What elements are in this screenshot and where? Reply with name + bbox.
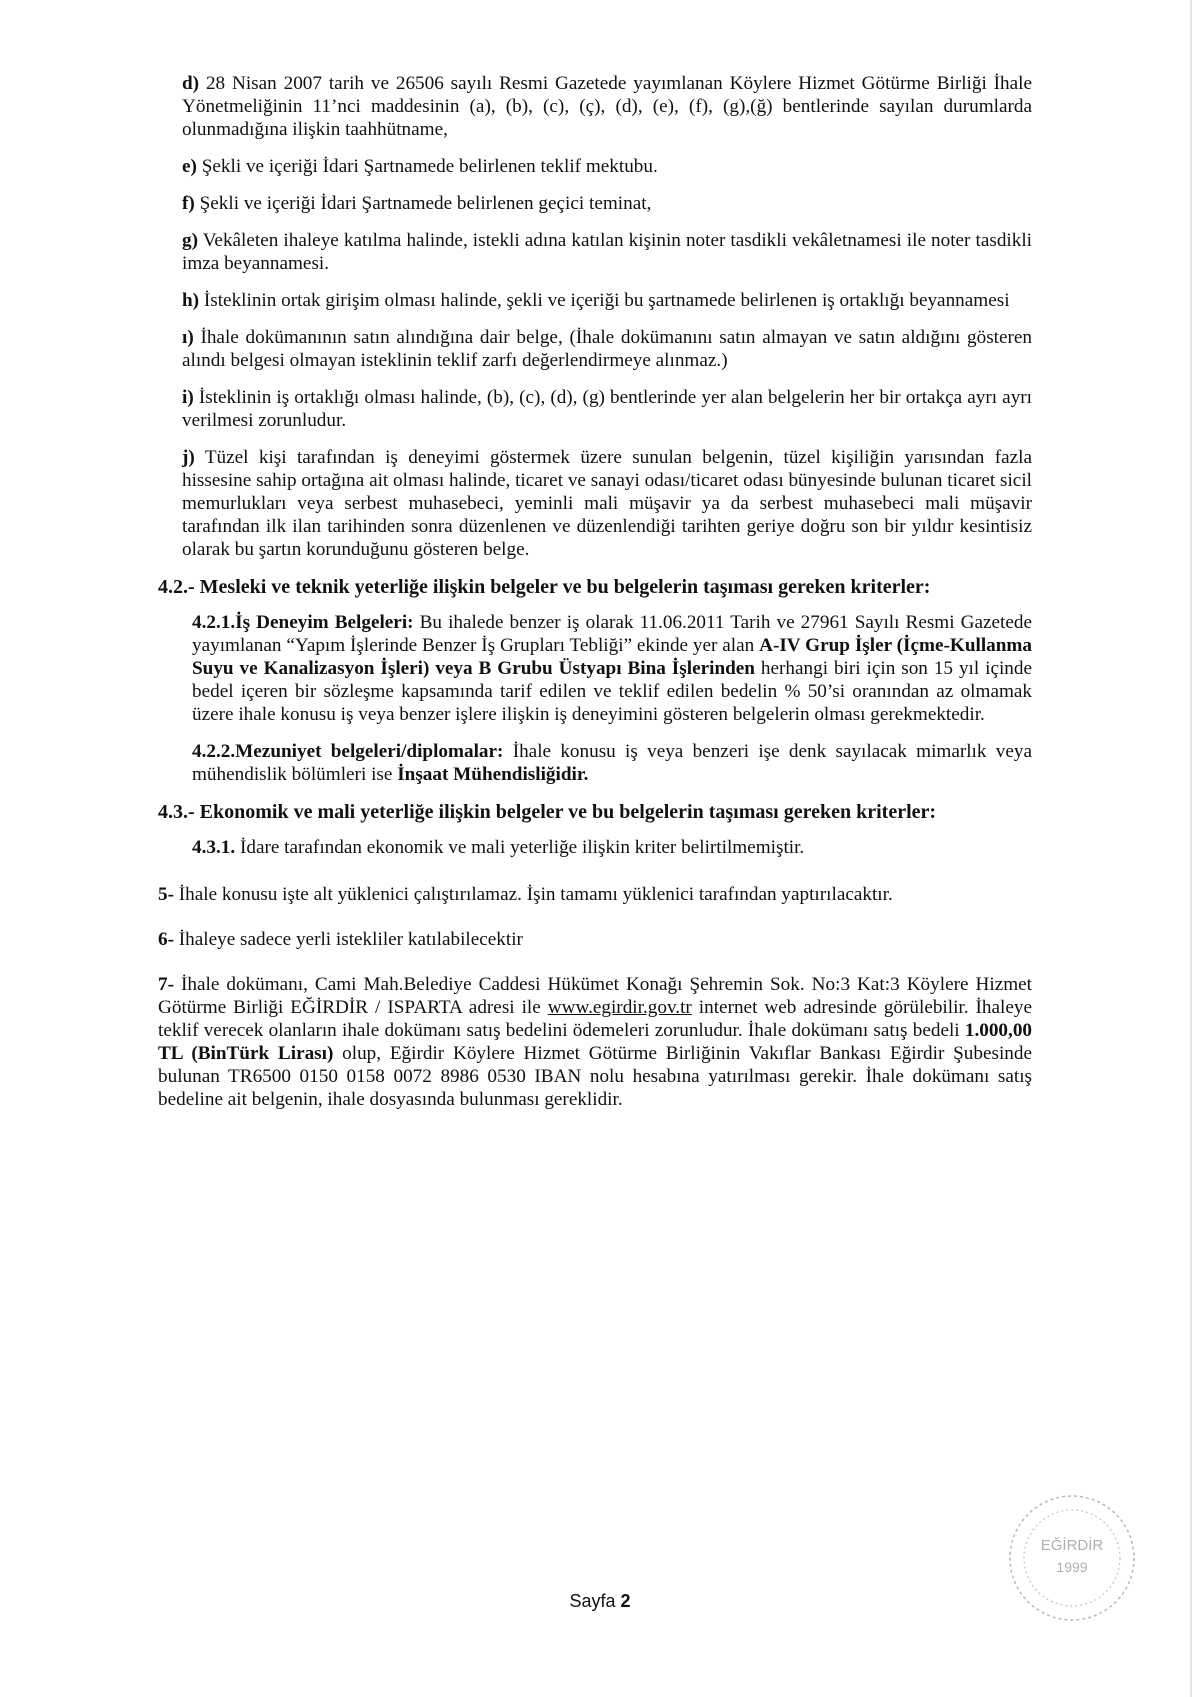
subsection-bold-text: İnşaat Mühendisliğidir. [397, 764, 589, 785]
item-label: e) [182, 156, 197, 177]
stamp-text: EĞİRDİR [1040, 1537, 1104, 1554]
item-text: Şekli ve içeriği İdari Şartnamede belirlenen teklif mektubu. [201, 156, 658, 177]
item-text: Vekâleten ihaleye katılma halinde, istekli adına katılan kişinin noter tasdikli vekâletnamesi ile noter tasdikli imza beyannamesi. [182, 230, 1032, 274]
subsection-label: 4.2.1.İş Deneyim Belgeleri: [192, 612, 414, 633]
item-text: İsteklinin ortak girişim olması halinde, şekli ve içeriği bu şartnamede belirlenen iş ortaklığı beyannamesi [203, 290, 1010, 311]
item-e [182, 155, 1032, 178]
subsection-4-2-2 [192, 740, 1032, 786]
page-number: 2 [620, 1591, 631, 1611]
item-f [182, 192, 1032, 215]
item-h [182, 289, 1032, 312]
item-text: Şekli ve içeriği İdari Şartnamede belirlenen geçici teminat, [199, 193, 652, 214]
section-heading-4-3: 4.3.- Ekonomik ve mali yeterliğe ilişkin belgeler ve bu belgelerin taşıması gereken kriterler: [158, 801, 937, 823]
item-text: Tüzel kişi tarafından iş deneyimi göstermek üzere sunulan belgenin, tüzel kişiliğin yarısından fazla hissesine sahip ortağına ait olması halinde, ticaret ve sanayi odası/ticaret odası bünyesinde bulunan ticaret sicil memurlukları veya serbest muhasebeci, yeminli mali müşavir ya da serbest muhasebeci mali müşavir tarafından ilk ilan tarihinden sonra düzenlenen ve düzenlendiği tarihten geriye doğru son bir yıldır kesintisiz olarak bu şartın korunduğunu gösteren belge. [182, 447, 1032, 560]
item-label: ı) [182, 327, 194, 348]
item-5 [158, 883, 1032, 906]
subsection-text: herhangi biri için son 15 yıl içinde bedel içeren bir sözleşme kapsamında tarif edilen ve teklif edilen bedelin % 50’si oranından az olmamak üzere ihale konusu iş veya benzer işlere ilişkin iş deneyimini gösteren belgelerin olması gerekmektedir. [192, 658, 1033, 725]
item-label: 5- [158, 884, 174, 905]
item-j [182, 446, 1032, 561]
item-label: h) [182, 290, 200, 311]
subsection-text: İdare tarafından ekonomik ve mali yeterliğe ilişkin kriter belirtilmemiştir. [235, 837, 805, 858]
item-g [182, 229, 1032, 275]
item-text: İhale dokümanının satın alındığına dair belge, (İhale dokümanını satın almayan ve satın aldığını gösteren alındı belgesi olmayan isteklinin teklif zarfı değerlendirmeye alınmaz.) [182, 327, 1033, 371]
subsection-bold-text: A-IV Grup İşler (İçme-Kullanma Suyu ve Kanalizasyon İşleri) veya B Grubu Üstyapı Bina İşlerinden [192, 635, 1032, 679]
subsection-label: 4.2.2.Mezuniyet belgeleri/diplomalar: [192, 741, 504, 762]
subsection-4-3-1 [192, 836, 1032, 859]
footer-prefix: Sayfa [569, 1591, 616, 1611]
price-bold-text: 1.000,00 TL (BinTürk Lirası) [158, 1020, 1032, 1064]
subsection-text: Bu ihalede benzer iş olarak 11.06.2011 Tarih ve 27961 Sayılı Resmi Gazetede yayımlanan “Yapım İşlerinde Benzer İş Grupları Tebliği” ekinde yer alan [192, 612, 1032, 656]
item-label: g) [182, 230, 198, 251]
item-label: i) [182, 387, 194, 408]
item-text: İhale konusu işte alt yüklenici çalıştırılamaz. İşin tamamı yüklenici tarafından yaptırılacaktır. [173, 884, 893, 905]
item-label: f) [182, 193, 195, 214]
subsection-4-2-1 [192, 611, 1032, 726]
subsection-text: İhale konusu iş veya benzeri işe denk sayılacak mimarlık veya mühendislik bölümleri ise [192, 741, 1032, 785]
item-7 [158, 973, 1032, 1111]
page-footer [0, 1591, 1200, 1612]
item-text: olup, Eğirdir Köylere Hizmet Götürme Birliğinin Vakıflar Bankası Eğirdir Şubesinde bulunan TR6500 0150 0158 0072 8986 0530 IBAN nolu hesabına yatırılması gerekir. İhale dokümanı satış bedeline ait belgenin, ihale dosyasında bulunması gereklidir. [158, 1043, 1032, 1110]
item-text: 28 Nisan 2007 tarih ve 26506 sayılı Resmi Gazetede yayımlanan Köylere Hizmet Götürme Birliği İhale Yönetmeliğinin 11’nci maddesinin (a), (b), (c), (ç), (d), (e), (f), (g),(ğ) bentlerinde sayılan durumlarda olunmadığına ilişkin taahhütname, [182, 73, 1033, 140]
item-dotless-i [182, 326, 1032, 372]
item-6 [158, 928, 1032, 951]
page-content [158, 72, 1033, 1127]
item-text: İsteklinin iş ortaklığı olması halinde, (b), (c), (d), (g) bentlerinde yer alan belgelerin her bir ortakça ayrı ayrı verilmesi zorunludur. [182, 387, 1033, 431]
section-heading-4-2: 4.2.- Mesleki ve teknik yeterliğe ilişkin belgeler ve bu belgelerin taşıması gereken kriterler: [158, 576, 931, 598]
item-d [182, 72, 1032, 141]
item-label: d) [182, 73, 200, 94]
website-link[interactable]: www.egirdir.gov.tr [547, 997, 692, 1018]
scan-edge-line [1190, 0, 1192, 1697]
item-text: internet web adresinde görülebilir. İhaleye teklif verecek olanların ihale dokümanı satış bedelini ödemeleri zorunludur. İhale dokümanı satış bedeli [158, 997, 1032, 1041]
subsection-label: 4.3.1. [192, 837, 236, 858]
item-text: İhaleye sadece yerli istekliler katılabilecektir [173, 929, 523, 950]
item-label: 7- [158, 974, 174, 995]
item-label: j) [182, 447, 195, 468]
item-text: İhale dokümanı, Cami Mah.Belediye Caddesi Hükümet Konağı Şehremin Sok. No:3 Kat:3 Köylere Hizmet Götürme Birliği EĞİRDİR / ISPARTA adresi ile [158, 974, 1032, 1018]
item-label: 6- [158, 929, 174, 950]
item-i [182, 386, 1032, 432]
stamp-year: 1999 [1056, 1559, 1088, 1575]
